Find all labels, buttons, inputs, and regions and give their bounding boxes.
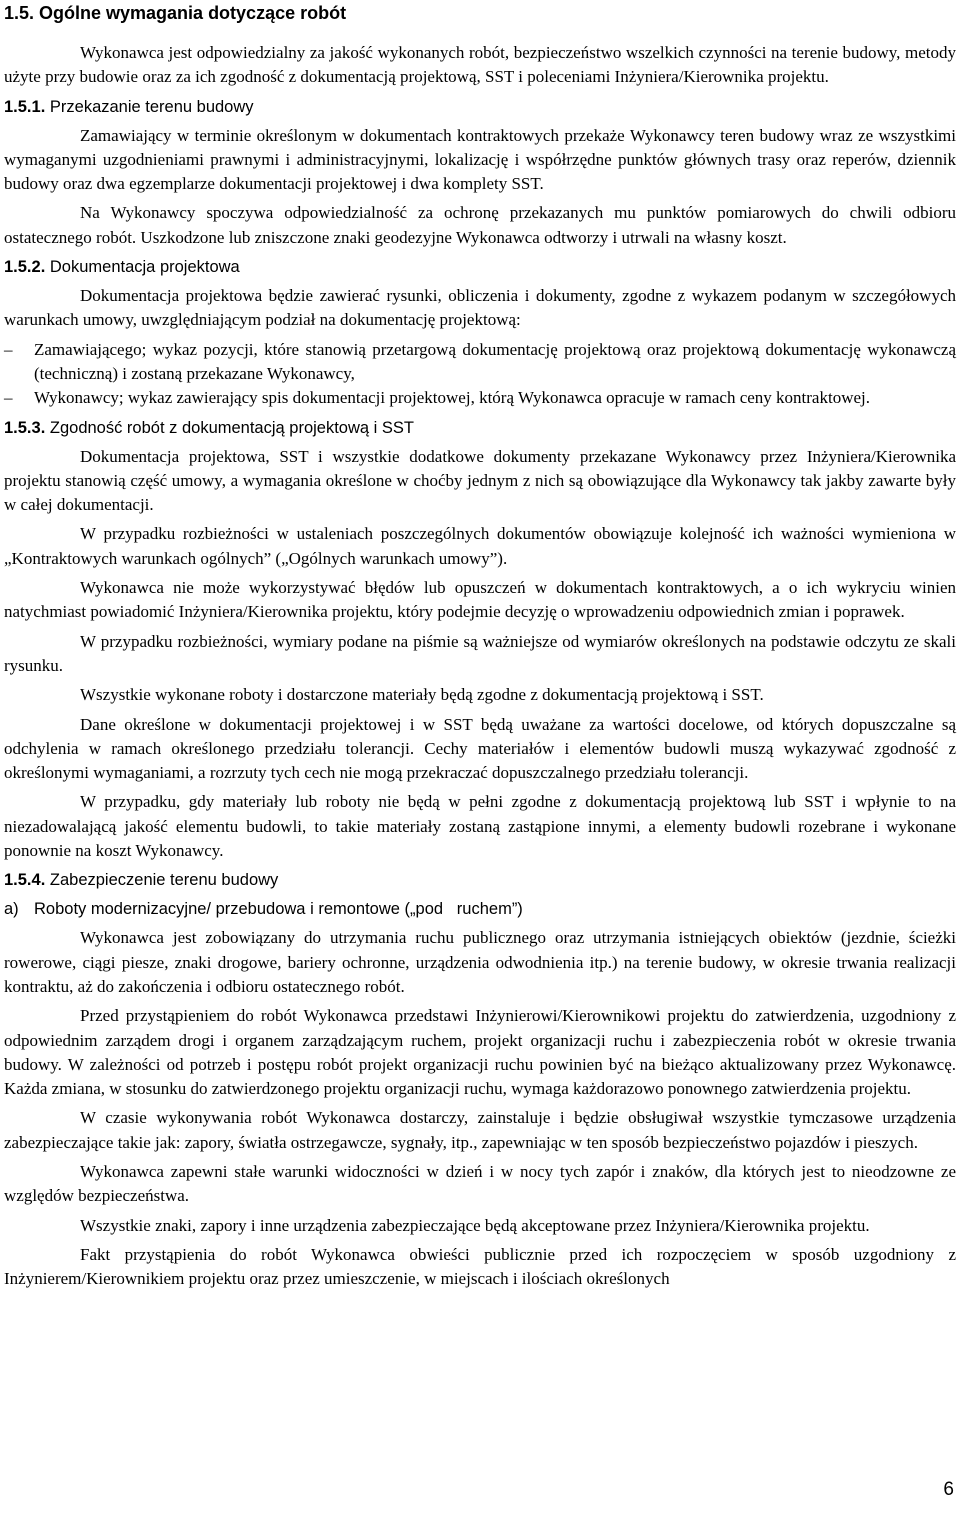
paragraph: Przed przystąpieniem do robót Wykonawca przedstawi Inżynierowi/Kierownikowi projektu do zatwierdzenia, uzgodniony z odpowiednim zarządem drogi i organem zarządzającym ruchem, projekt organizacji ruchu i zabezpieczenia robót w okresie trwania budowy. W zależności od potrzeb i postępu robót projekt organizacji ruchu powinien być na bieżąco aktualizowany przez Wykonawcę. Każda zmiana, w stosunku do zatwierdzonego projektu organizacji ruchu, wymaga każdorazowo ponownego zatwierdzenia projektu. — [4, 1006, 956, 1099]
list-item — [4, 338, 956, 387]
subsection-number: 1.5.3. — [4, 418, 46, 437]
subsection-number: 1.5.4. — [4, 871, 46, 890]
list-item — [4, 386, 956, 410]
paragraph: Wykonawca jest zobowiązany do utrzymania ruchu publicznego oraz utrzymania istniejących obiektów (jezdnie, ścieżki rowerowe, ciągi piesze, znaki drogowe, bariery ochronne, urządzenia odwodnienia itp.) na terenie budowy, w okresie trwania realizacji kontraktu, aż do zakończenia i odbioru ostatecznego robót. — [4, 928, 956, 996]
paragraph: Fakt przystąpienia do robót Wykonawca obwieści publicznie przed ich rozpoczęciem w sposób uzgodniony z Inżynierem/Kierownikiem projektu oraz przez umieszczenie, w miejscach i ilościach określonych — [4, 1244, 956, 1289]
dash-bullet: – — [4, 388, 13, 408]
section-heading: 1.5. Ogólne wymagania dotyczące robót — [4, 3, 347, 23]
list-item-text: Wykonawcy; wykaz zawierający spis dokumentacji projektowej, którą Wykonawca opracuje w ramach ceny kontraktowej. — [34, 388, 870, 408]
paragraph: Dane określone w dokumentacji projektowej i w SST będą uważane za wartości docelowe, od których dopuszczalne są odchylenia w ramach określonego przedziału tolerancji. Cechy materiałów i elementów budowli muszą wykazywać zgodność z określonymi wymaganiami, a rozrzuty tych cech nie mogą przekraczać dopuszczalnego przedziału tolerancji. — [4, 714, 956, 783]
paragraph: Dokumentacja projektowa będzie zawierać rysunki, obliczenia i dokumenty, zgodne z wykazem podanym w szczegółowych warunkach umowy, uwzględniającym podział na dokumentację projektową: — [4, 286, 956, 330]
subsection-number: 1.5.1. — [4, 97, 46, 116]
list-item-text: Zamawiającego; wykaz pozycji, które stanowią przetargową dokumentację projektową oraz projektową dokumentację wykonawczą (techniczną) i zostaną przekazane Wykonawcy, — [34, 339, 956, 383]
item-text: Roboty modernizacyjne/ przebudowa i remontowe („pod ruchem”) — [34, 900, 523, 919]
paragraph: W przypadku, gdy materiały lub roboty nie będą w pełni zgodne z dokumentacją projektową lub SST i wpłynie to na niezadowalającą jakość elementu budowli, to takie materiały zostaną zastąpione innymi, a elementy budowli rozebrane i wykonane ponownie na koszt Wykonawcy. — [4, 792, 956, 861]
paragraph: W przypadku rozbieżności, wymiary podane na piśmie są ważniejsze od wymiarów określonych na podstawie odczytu ze skali rysunku. — [4, 631, 956, 675]
paragraph: Wszystkie wykonane roboty i dostarczone materiały będą zgodne z dokumentacją projektową i SST. — [80, 685, 764, 705]
subsection-number: 1.5.2. — [4, 258, 46, 277]
subsection-title: Zabezpieczenie terenu budowy — [49, 871, 279, 890]
subsection-heading-1-5-1 — [4, 95, 956, 119]
subsection-heading-1-5-2 — [4, 255, 956, 279]
item-letter: a) — [4, 900, 19, 919]
lettered-item — [4, 897, 956, 921]
intro-paragraph: Wykonawca jest odpowiedzialny za jakość wykonanych robót, bezpieczeństwo wszelkich czynności na terenie budowy, metody użyte przy budowie oraz za ich zgodność z dokumentacją projektową, SST i poleceniami Inżyniera/Kierownika projektu. — [4, 43, 956, 87]
subsection-title: Przekazanie terenu budowy — [49, 97, 254, 116]
paragraph: Na Wykonawcy spoczywa odpowiedzialność za ochronę przekazanych mu punktów pomiarowych do chwili odbioru ostatecznego robót. Uszkodzone lub zniszczone znaki geodezyjne Wykonawca odtworzy i utrwali na własny koszt. — [4, 203, 956, 247]
paragraph: W przypadku rozbieżności w ustaleniach poszczególnych dokumentów obowiązuje kolejność ich ważności wymieniona w „Kontraktowych warunkach ogólnych” („Ogólnych warunkach umowy”). — [4, 524, 956, 568]
paragraph: Wykonawca zapewni stałe warunki widoczności w dzień i w nocy tych zapór i znaków, dla których jest to nieodzowne ze względów bezpieczeństwa. — [4, 1161, 956, 1206]
dash-bullet: – — [4, 339, 13, 359]
subsection-heading-1-5-4 — [4, 868, 956, 892]
subsection-title: Dokumentacja projektowa — [49, 258, 240, 277]
paragraph: Zamawiający w terminie określonym w dokumentach kontraktowych przekaże Wykonawcy teren budowy wraz ze wszystkimi wymaganymi uzgodnieniami prawnymi i administracyjnymi, lokalizację i współrzędne punktów głównych trasy oraz reperów, dziennik budowy oraz dwa egzemplarze dokumentacji projektowej i dwa komplety SST. — [4, 125, 956, 194]
page-number: 6 — [943, 1479, 954, 1500]
paragraph: W czasie wykonywania robót Wykonawca dostarczy, zainstaluje i będzie obsługiwał wszystkie tymczasowe urządzenia zabezpieczające takie jak: zapory, światła ostrzegawcze, sygnały, itp., zapewniając w ten sposób bezpieczeństwo pojazdów i pieszych. — [4, 1108, 956, 1152]
paragraph: Dokumentacja projektowa, SST i wszystkie dodatkowe dokumenty przekazane Wykonawcy przez Inżyniera/Kierownika projektu stanowią część umowy, a wymagania określone w choćby jednym z nich są obowiązujące dla Wykonawcy tak jakby zawarte były w całej dokumentacji. — [4, 446, 956, 515]
paragraph: Wszystkie znaki, zapory i inne urządzenia zabezpieczające będą akceptowane przez Inżyniera/Kierownika projektu. — [80, 1215, 870, 1235]
subsection-heading-1-5-3 — [4, 416, 956, 440]
subsection-title: Zgodność robót z dokumentacją projektową i SST — [49, 418, 414, 437]
paragraph: Wykonawca nie może wykorzystywać błędów lub opuszczeń w dokumentach kontraktowych, a o ich wykryciu winien natychmiast powiadomić Inżyniera/Kierownika projektu, który podejmie decyzję o wprowadzeniu odpowiednich zmian i poprawek. — [4, 578, 956, 622]
